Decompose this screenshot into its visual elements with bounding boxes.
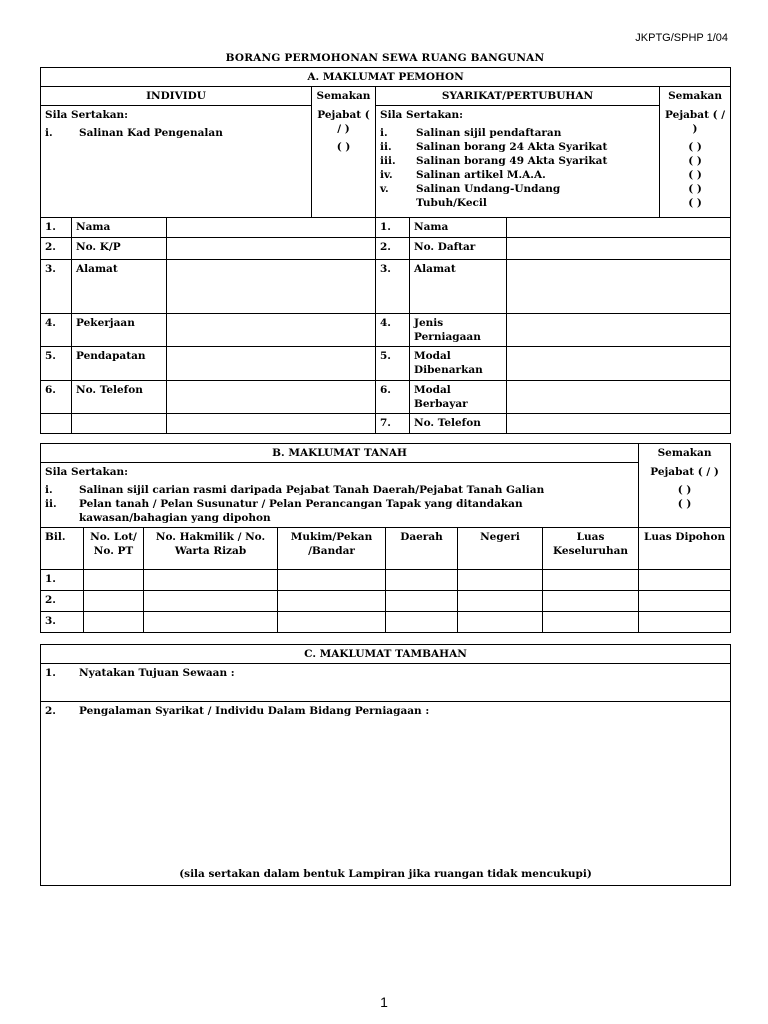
semakan-individu-cell	[312, 106, 376, 218]
question-pengalaman: Pengalaman Syarikat / Individu Dalam Bidang Perniagaan :	[79, 705, 430, 717]
page-number: 1	[380, 994, 388, 1010]
table-cell[interactable]	[84, 612, 144, 633]
question-num: 1.	[45, 667, 56, 679]
row-num: 1.	[41, 570, 84, 591]
individu-doc-item: i. Salinan Kad Pengenalan	[45, 127, 223, 139]
row-num: 2.	[41, 591, 84, 612]
field-label-modal-dibenarkan: Modal Dibenarkan	[410, 347, 507, 381]
col-header-luas-keseluruhan: Luas Keseluruhan	[543, 528, 639, 570]
semakan-header-individu: Semakan	[312, 87, 376, 106]
pejabat-label: Pejabat ( / )	[665, 108, 726, 135]
table-row	[41, 570, 731, 591]
section-a-title: A. MAKLUMAT PEMOHON	[41, 68, 731, 87]
syarikat-doc-item: iii. Salinan borang 49 Akta Syarikat	[380, 155, 608, 167]
tanah-doc-item: ii. Pelan tanah / Pelan Susunatur / Pelan Perancangan Tapak yang ditandakan kawasan/bahagian yang dipohon	[45, 498, 523, 524]
checkbox-paren[interactable]: ( )	[688, 196, 702, 209]
field-input[interactable]	[507, 260, 731, 314]
field-input[interactable]	[507, 238, 731, 260]
field-num: 1.	[376, 218, 410, 238]
field-input[interactable]	[507, 381, 731, 414]
table-cell[interactable]	[278, 591, 386, 612]
table-cell[interactable]	[84, 591, 144, 612]
tujuan-sewaan-cell[interactable]	[41, 664, 731, 702]
field-input[interactable]	[167, 218, 376, 238]
field-label-modal-berbayar: Modal Berbayar	[410, 381, 507, 414]
individu-docs-cell	[41, 106, 312, 218]
table-cell[interactable]	[278, 612, 386, 633]
sila-label: Sila Sertakan:	[380, 109, 464, 121]
field-num: 3.	[376, 260, 410, 314]
checkbox-paren[interactable]: ( )	[688, 154, 702, 167]
checkbox-paren[interactable]: ( )	[677, 483, 692, 496]
section-b-title: B. MAKLUMAT TANAH	[41, 444, 639, 463]
field-num: 5.	[376, 347, 410, 381]
pejabat-label: Pejabat ( / )	[650, 465, 719, 478]
section-c-table	[40, 644, 731, 886]
syarikat-docs-cell	[376, 106, 660, 218]
field-num: 5.	[41, 347, 72, 381]
semakan-header-syarikat: Semakan	[660, 87, 731, 106]
field-num: 2.	[41, 238, 72, 260]
checkbox-paren[interactable]: ( )	[688, 168, 702, 181]
field-label-pendapatan: Pendapatan	[72, 347, 167, 381]
table-cell[interactable]	[278, 570, 386, 591]
field-input[interactable]	[167, 381, 376, 414]
sila-label: Sila Sertakan:	[45, 109, 129, 121]
field-input[interactable]	[167, 314, 376, 347]
syarikat-doc-item: ii. Salinan borang 24 Akta Syarikat	[380, 141, 608, 153]
field-num: 7.	[376, 414, 410, 434]
pengalaman-cell[interactable]	[41, 702, 731, 886]
col-header-negeri: Negeri	[458, 528, 543, 570]
pejabat-label: Pejabat ( / )	[317, 108, 370, 135]
field-num: 2.	[376, 238, 410, 260]
field-label-alamat: Alamat	[410, 260, 507, 314]
field-label-telefon: No. Telefon	[72, 381, 167, 414]
field-num: 6.	[41, 381, 72, 414]
field-label-alamat: Alamat	[72, 260, 167, 314]
section-b-table	[40, 443, 731, 633]
checkbox-paren[interactable]: ( )	[688, 140, 702, 153]
question-tujuan-sewaan: Nyatakan Tujuan Sewaan :	[79, 667, 235, 679]
field-input[interactable]	[167, 414, 376, 434]
individu-header: INDIVIDU	[41, 87, 312, 106]
field-label-empty	[72, 414, 167, 434]
field-num: 4.	[41, 314, 72, 347]
section-c-title: C. MAKLUMAT TAMBAHAN	[41, 645, 731, 664]
semakan-tanah-cell	[639, 463, 731, 528]
col-header-lot: No. Lot/ No. PT	[84, 528, 144, 570]
field-input[interactable]	[507, 314, 731, 347]
syarikat-doc-item: v. Salinan Undang-Undang Tubuh/Kecil	[380, 183, 561, 209]
field-label-jenis-perniagaan: Jenis Perniagaan	[410, 314, 507, 347]
field-input[interactable]	[167, 260, 376, 314]
table-cell[interactable]	[543, 570, 639, 591]
syarikat-header: SYARIKAT/PERTUBUHAN	[376, 87, 660, 106]
table-row	[41, 591, 731, 612]
checkbox-paren[interactable]: ( )	[677, 497, 692, 510]
field-input[interactable]	[507, 347, 731, 381]
field-label-nama: Nama	[72, 218, 167, 238]
form-title: BORANG PERMOHONAN SEWA RUANG BANGUNAN	[225, 52, 545, 64]
sila-label: Sila Sertakan:	[45, 466, 129, 478]
table-cell[interactable]	[386, 591, 458, 612]
document-code: JKPTG/SPHP 1/04	[635, 32, 728, 44]
field-input[interactable]	[507, 218, 731, 238]
field-input[interactable]	[167, 238, 376, 260]
field-input[interactable]	[507, 414, 731, 434]
tanah-docs-cell	[41, 463, 639, 528]
table-cell[interactable]	[144, 591, 278, 612]
col-header-mukim: Mukim/Pekan /Bandar	[278, 528, 386, 570]
field-label-daftar: No. Daftar	[410, 238, 507, 260]
field-label-nama: Nama	[410, 218, 507, 238]
table-cell[interactable]	[543, 591, 639, 612]
table-cell[interactable]	[386, 570, 458, 591]
semakan-syarikat-cell	[660, 106, 731, 218]
checkbox-paren[interactable]: ( )	[688, 182, 702, 195]
checkbox-paren[interactable]: ( )	[336, 140, 351, 153]
table-cell[interactable]	[144, 570, 278, 591]
col-header-luas-dipohon: Luas Dipohon	[639, 528, 731, 570]
table-row	[41, 612, 731, 633]
table-cell[interactable]	[458, 570, 543, 591]
table-cell[interactable]	[458, 591, 543, 612]
field-num: 4.	[376, 314, 410, 347]
field-num: 1.	[41, 218, 72, 238]
field-label-pekerjaan: Pekerjaan	[72, 314, 167, 347]
field-num-empty	[41, 414, 72, 434]
table-cell[interactable]	[144, 612, 278, 633]
field-num: 3.	[41, 260, 72, 314]
field-label-telefon: No. Telefon	[410, 414, 507, 434]
semakan-header-tanah: Semakan	[639, 444, 731, 463]
table-cell[interactable]	[458, 612, 543, 633]
table-cell[interactable]	[639, 591, 731, 612]
table-cell[interactable]	[386, 612, 458, 633]
tanah-doc-item: i. Salinan sijil carian rasmi daripada Pejabat Tanah Daerah/Pejabat Tanah Galian	[45, 484, 545, 496]
col-header-bil: Bil.	[41, 528, 84, 570]
syarikat-doc-item: iv. Salinan artikel M.A.A.	[380, 169, 546, 181]
table-cell[interactable]	[543, 612, 639, 633]
col-header-hakmilik: No. Hakmilik / No. Warta Rizab	[144, 528, 278, 570]
table-cell[interactable]	[84, 570, 144, 591]
field-input[interactable]	[167, 347, 376, 381]
field-label-kp: No. K/P	[72, 238, 167, 260]
col-header-daerah: Daerah	[386, 528, 458, 570]
section-a-table	[40, 67, 731, 434]
lampiran-note: (sila sertakan dalam bentuk Lampiran jika ruangan tidak mencukupi)	[179, 868, 592, 880]
question-num: 2.	[45, 705, 56, 717]
syarikat-doc-item: i. Salinan sijil pendaftaran	[380, 127, 562, 139]
table-cell[interactable]	[639, 612, 731, 633]
field-num: 6.	[376, 381, 410, 414]
row-num: 3.	[41, 612, 84, 633]
table-cell[interactable]	[639, 570, 731, 591]
